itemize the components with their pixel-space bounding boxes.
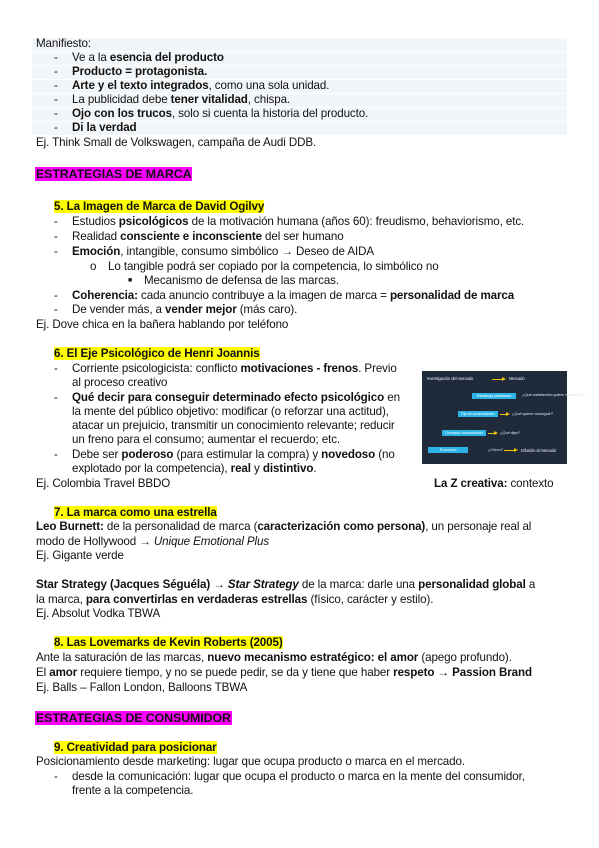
subsection-title [54, 347, 260, 361]
list-dash: - [54, 79, 58, 92]
text-run: (para estimular la compra) y [173, 448, 322, 461]
highlight-band [32, 38, 567, 51]
text-run: y [250, 462, 263, 475]
bold-run: personalidad de marca [389, 289, 515, 302]
list-item: - De vender más, a vender mejor (más caro). [54, 303, 298, 316]
text-run: Ante la saturación de las marcas, [36, 651, 208, 664]
text-run: modo de Hollywood → [36, 535, 154, 548]
italic-run: Unique Emotional Plus [153, 535, 270, 548]
paragraph-line [36, 666, 532, 680]
list-item: - Realidad consciente e inconsciente del ser humano [54, 230, 344, 243]
bold-run: Ojo con los trucos [72, 107, 172, 120]
bold-run: tener vitalidad [170, 93, 248, 106]
list-item-text [72, 362, 397, 376]
text-run: Debe ser [72, 448, 122, 461]
subsection-title-text: 7. La marca como una estrella [54, 506, 217, 519]
list-item-continuation: un freno para el consumo; aumentar el recuerdo; etc. [72, 433, 341, 446]
arrow-icon [504, 450, 514, 451]
paragraph-line [36, 535, 269, 549]
bold-run: Di la verdad [72, 121, 137, 134]
diagram-box: Eje de comunicación [458, 411, 498, 417]
manifesto-title: Manifiesto: [36, 37, 91, 50]
diagram-question: ¿Cómo? [488, 447, 503, 452]
arrow-head-icon [506, 412, 510, 416]
text-run: de la personalidad de marca ( [103, 520, 258, 533]
list-dash: - [54, 93, 58, 106]
section-heading [35, 167, 192, 182]
list-item-continuation [72, 462, 317, 476]
bold-run: caracterización como persona) [257, 520, 426, 533]
bold-run: real [230, 462, 251, 475]
paragraph-line [36, 651, 512, 665]
sub-sub-list-item-text: Mecanismo de defensa de las marcas. [144, 274, 339, 287]
diagram-question: ¿Qué digo? [500, 430, 520, 435]
bold-run: Passion Brand [452, 666, 532, 679]
bold-run: Producto = protagonista. [72, 65, 208, 78]
list-item [54, 93, 291, 107]
text-run: . Previo [358, 362, 397, 375]
list-item-text [72, 107, 368, 121]
bold-run: esencia del producto [109, 51, 224, 64]
example-line: Ej. Think Small de Volkswagen, campaña de Audi DDB. [36, 136, 317, 149]
list-item [54, 65, 208, 79]
list-item: - desde la comunicación: lugar que ocupa el producto o marca en la mente del consumidor, [54, 770, 525, 783]
list-item-continuation: al proceso creativo [72, 376, 168, 389]
arrow-head-icon [514, 448, 518, 452]
example-line: Ej. Absolut Vodka TBWA [36, 607, 161, 620]
diagram-output: Difusión al mercado [521, 448, 557, 453]
list-dash: - [54, 51, 58, 64]
z-creativa-note [434, 477, 554, 491]
subsection-title-text: 6. El Eje Psicológico de Henri Joannis [54, 347, 260, 360]
subsection-title-text: 5. La Imagen de Marca de David Ogilvy [54, 200, 265, 213]
subsection-title [54, 200, 264, 214]
example-line: Ej. Colombia Travel BBDO [36, 477, 171, 490]
text-run: La publicidad debe [72, 93, 171, 106]
list-item [54, 121, 137, 135]
list-item-text [72, 230, 344, 244]
example-line: Ej. Dove chica en la bañera hablando por teléfono [36, 318, 289, 331]
text-run: (apego profundo). [418, 651, 512, 664]
bold-run: personalidad global [418, 578, 526, 591]
list-item-text [72, 289, 514, 303]
bold-run: Arte y el texto integrados [72, 79, 209, 92]
list-dash: - [54, 65, 58, 78]
bold-run: para convertirlas en verdaderas estrellas [85, 593, 308, 606]
list-item-text [72, 93, 290, 107]
text-run: , chispa. [247, 93, 291, 106]
text-run: contexto [507, 477, 554, 490]
text-run: la marca, [36, 593, 86, 606]
text-run: de la marca: darle una [298, 578, 419, 591]
list-item [54, 51, 224, 65]
list-dash: - [54, 107, 58, 120]
text-run: cada anuncio contribuye a la imagen de marca = [137, 289, 390, 302]
paragraph-line: Posicionamiento desde marketing: lugar que ocupa producto o marca en el mercado. [36, 755, 465, 768]
example-line: Ej. Gigante verde [36, 549, 124, 562]
text-run: Ve a la [72, 51, 110, 64]
list-item-text [72, 121, 137, 135]
text-run: de la motivación humana (años 60): freudismo, behaviorismo, etc. [188, 215, 525, 228]
text-run: , solo si cuenta la historia del producto. [171, 107, 369, 120]
list-item-text [72, 215, 524, 229]
subsection-title [54, 636, 283, 650]
list-item: - Coherencia: cada anuncio contribuye a la imagen de marca = personalidad de marca [54, 289, 515, 302]
list-item: - Debe ser poderoso (para estimular la compra) y novedoso (no [54, 448, 395, 461]
list-item: - Estudios psicológicos de la motivación humana (años 60): freudismo, behaviorismo, etc. [54, 215, 525, 228]
sub-list-item-text: Lo tangible podrá ser copiado por la competencia, lo simbólico no [108, 260, 439, 273]
text-run: (no [375, 448, 395, 461]
arrow-head-icon [494, 431, 498, 435]
text-run: (físico, carácter y estilo). [307, 593, 434, 606]
text-run: (más caro). [236, 303, 298, 316]
text-run: explotado por la competencia), [72, 462, 231, 475]
text-run: del ser humano [261, 230, 344, 243]
bold-run: distintivo [262, 462, 314, 475]
list-item-continuation: atacar un prejuicio, transmitir un conocimiento relevante; reducir [72, 419, 395, 432]
paragraph-line [36, 593, 433, 607]
diagram-box: El anuncio [428, 447, 468, 453]
bold-run: nuevo mecanismo estratégico: el amor [207, 651, 419, 664]
bold-run: respeto [393, 666, 435, 679]
section-heading-text: ESTRATEGIAS DE MARCA [36, 167, 192, 181]
paragraph-line [36, 578, 535, 592]
bold-run: Star Strategy (Jacques Séguéla) → [36, 578, 228, 591]
bold-italic-run: Star Strategy [227, 578, 299, 591]
text-run: Realidad [72, 230, 121, 243]
section-heading [35, 711, 232, 726]
list-item-text [72, 448, 395, 462]
text-run: → [434, 666, 453, 679]
sub-list-item: o Lo tangible podrá ser copiado por la competencia, lo simbólico no [90, 260, 439, 273]
list-item-text [72, 303, 297, 317]
arrow-head-icon [502, 377, 506, 381]
subsection-title [54, 506, 217, 520]
bold-run: consciente e inconsciente [120, 230, 262, 243]
text-run: , como una sola unidad. [208, 79, 330, 92]
bold-run: Emoción [72, 245, 121, 258]
list-item-continuation: la mente del público objetivo: modificar (o reforzar una actitud), [72, 405, 389, 418]
text-run: Estudios [72, 215, 119, 228]
list-item-text [72, 79, 329, 93]
list-dash: - [54, 121, 58, 134]
text-run: De vender más, a [72, 303, 166, 316]
list-item: - Corriente psicologicista: conflicto motivaciones - frenos. Previo [54, 362, 397, 375]
psychological-axis-diagram [422, 371, 585, 464]
list-item-text [72, 245, 374, 259]
list-item-continuation: frente a la competencia. [72, 784, 194, 797]
bold-run: novedoso [321, 448, 376, 461]
list-item [54, 79, 330, 93]
text-run: a [525, 578, 536, 591]
text-run: requiere tiempo, y no se puede pedir, se da y tiene que haber [77, 666, 394, 679]
bold-run: La Z creativa: [434, 477, 508, 490]
bold-run: poderoso [121, 448, 174, 461]
bold-run: motivaciones - frenos [240, 362, 359, 375]
text-run: El [36, 666, 50, 679]
list-item [54, 107, 369, 121]
text-run: , intangible, consumo simbólico → Deseo de AIDA [120, 245, 374, 258]
bold-run: vender mejor [165, 303, 237, 316]
bold-run: amor [49, 666, 78, 679]
list-item: - Emoción, intangible, consumo simbólico → Deseo de AIDA [54, 245, 374, 258]
sub-sub-list-item: ■ Mecanismo de defensa de las marcas. [128, 274, 339, 287]
text-run: en [384, 391, 400, 404]
subsection-title [54, 741, 217, 755]
text-run: . [313, 462, 317, 475]
bold-run: psicológicos [118, 215, 189, 228]
diagram-question: ¿Qué quiero conseguir? [512, 411, 553, 416]
diagram-left-title: Investigación del mercado [427, 376, 474, 381]
paragraph-line [36, 520, 531, 534]
text-run: , un personaje real al [425, 520, 532, 533]
subsection-title-text: 8. Las Lovemarks de Kevin Roberts (2005) [54, 636, 283, 649]
list-item-text [72, 391, 400, 405]
section-heading-text: ESTRATEGIAS DE CONSUMIDOR [36, 711, 231, 725]
bold-run: Coherencia: [72, 289, 138, 302]
list-item-text [72, 51, 224, 65]
list-item-text [72, 65, 207, 79]
subsection-title-text: 9. Creatividad para posicionar [54, 741, 217, 754]
diagram-right-title: Mercado [509, 376, 525, 381]
diagram-question: ¿Qué satisfacción quiero comunicar? [522, 392, 585, 397]
bold-run: Qué decir para conseguir determinado efecto psicológico [72, 391, 385, 404]
diagram-box: Concepto comunicación [442, 430, 486, 436]
arrow-icon [492, 379, 502, 380]
list-item-text: desde la comunicación: lugar que ocupa el producto o marca en la mente del consumidor, [72, 770, 525, 783]
list-item: - Qué decir para conseguir determinado efecto psicológico en [54, 391, 400, 404]
text-run: Corriente psicologicista: conflicto [72, 362, 241, 375]
example-line: Ej. Balls – Fallon London, Balloons TBWA [36, 681, 248, 694]
diagram-box: Estrategia publicitaria [472, 393, 516, 399]
bold-run: Leo Burnett: [36, 520, 104, 533]
